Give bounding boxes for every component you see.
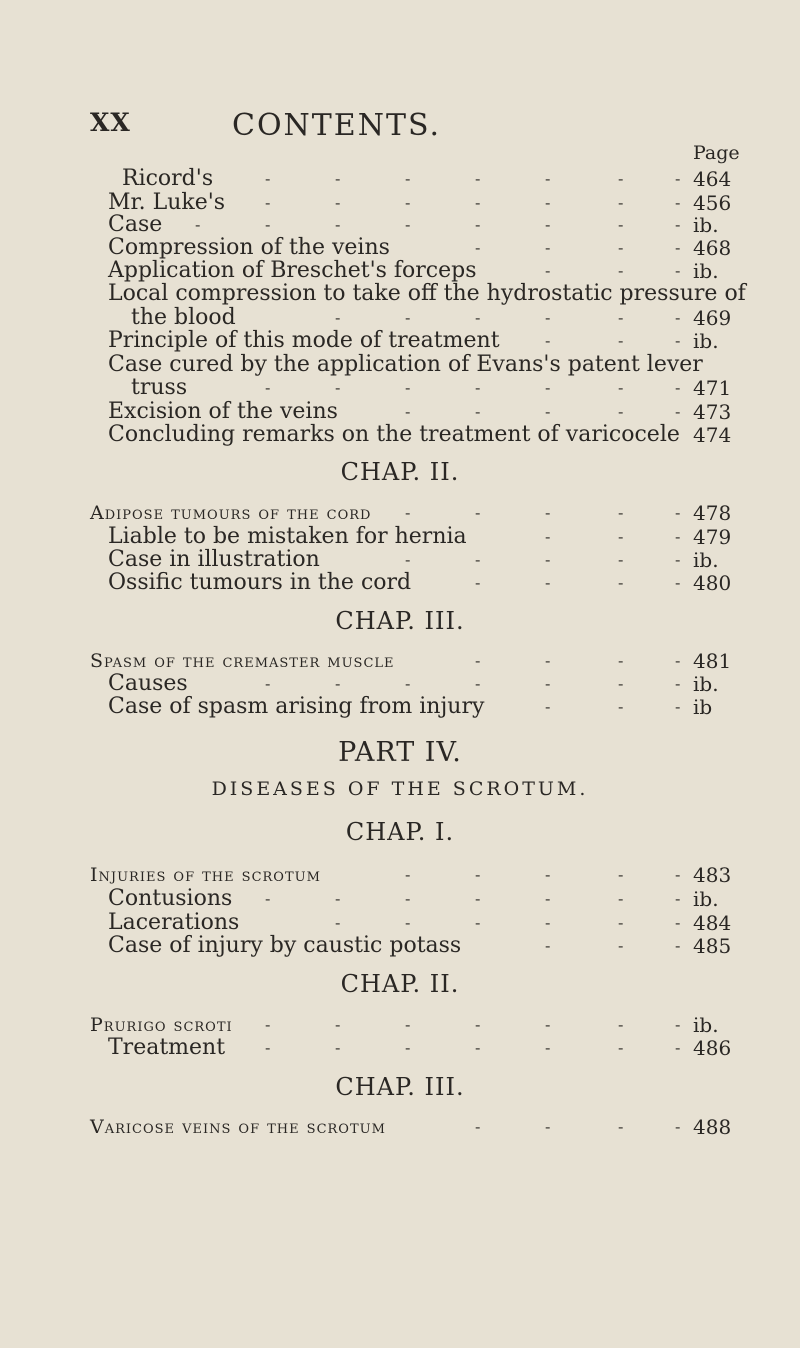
leader-dash: -	[618, 889, 624, 908]
leader-dash: -	[618, 193, 624, 212]
toc-entry-title: the blood	[131, 305, 236, 330]
leader-dash: -	[475, 215, 481, 234]
leader-dash: -	[618, 378, 624, 397]
part-heading: PART IV.	[338, 737, 462, 768]
leader-dash: -	[335, 169, 341, 188]
toc-entry-title: Mr. Luke's	[108, 190, 226, 215]
toc-entry-page: 478	[693, 501, 732, 525]
leader-dash: -	[618, 865, 624, 884]
leader-dash: -	[675, 913, 681, 932]
leader-dash: -	[545, 1038, 551, 1057]
leader-dash: -	[618, 169, 624, 188]
leader-dash: -	[405, 1015, 411, 1034]
page-column-label: Page	[693, 142, 740, 164]
page-number-roman: XX	[90, 108, 131, 137]
leader-dash: -	[195, 215, 201, 234]
toc-entry-page: 456	[693, 191, 732, 215]
leader-dash: -	[618, 1038, 624, 1057]
leader-dash: -	[475, 550, 481, 569]
leader-dash: -	[675, 378, 681, 397]
leader-dash: -	[545, 697, 551, 716]
leader-dash: -	[405, 865, 411, 884]
leader-dash: -	[618, 238, 624, 257]
toc-entry-title: Compression of the veins	[108, 235, 390, 260]
leader-dash: -	[475, 1038, 481, 1057]
toc-entry-page: 464	[693, 167, 732, 191]
leader-dash: -	[545, 378, 551, 397]
leader-dash: -	[545, 503, 551, 522]
leader-dash: -	[475, 169, 481, 188]
leader-dash: -	[265, 674, 271, 693]
leader-dash: -	[675, 865, 681, 884]
leader-dash: -	[545, 1117, 551, 1136]
leader-dash: -	[265, 193, 271, 212]
toc-entry-page: 474	[693, 423, 732, 447]
leader-dash: -	[475, 865, 481, 884]
toc-entry-page: 483	[693, 863, 732, 887]
toc-entry	[0, 420, 800, 450]
leader-dash: -	[545, 238, 551, 257]
leader-dash: -	[545, 913, 551, 932]
toc-entry-title: Excision of the veins	[108, 399, 338, 424]
toc-entry-page: 469	[693, 306, 732, 330]
leader-dash: -	[545, 308, 551, 327]
toc-entry-title: Ricord's	[122, 166, 214, 191]
leader-dash: -	[265, 169, 271, 188]
toc-entry-page: ib.	[693, 329, 719, 353]
section-subheading: DISEASES OF THE SCROTUM.	[211, 778, 589, 800]
toc-entry-page: ib	[693, 695, 713, 719]
leader-dash: -	[675, 215, 681, 234]
leader-dash: -	[405, 378, 411, 397]
toc-entry-title: Principle of this mode of treatment	[108, 328, 500, 353]
leader-dash: -	[545, 169, 551, 188]
toc-entry	[0, 692, 800, 722]
leader-dash: -	[405, 215, 411, 234]
leader-dash: -	[335, 215, 341, 234]
leader-dash: -	[675, 308, 681, 327]
toc-entry-page: 484	[693, 911, 732, 935]
toc-entry-title: Prurigo scroti	[90, 1014, 233, 1036]
leader-dash: -	[675, 651, 681, 670]
toc-entry-page: ib.	[693, 213, 719, 237]
leader-dash: -	[265, 1038, 271, 1057]
leader-dash: -	[675, 1117, 681, 1136]
toc-entry-page: ib.	[693, 259, 719, 283]
leader-dash: -	[475, 674, 481, 693]
toc-entry-title: Case in illustration	[108, 547, 320, 572]
page-title: CONTENTS.	[232, 108, 441, 143]
leader-dash: -	[405, 193, 411, 212]
leader-dash: -	[545, 865, 551, 884]
leader-dash: -	[335, 1015, 341, 1034]
toc-entry-title: truss	[131, 375, 188, 400]
chapter-heading: CHAP. I.	[345, 818, 455, 846]
leader-dash: -	[405, 503, 411, 522]
toc-entry-page: ib.	[693, 1013, 719, 1037]
leader-dash: -	[618, 1117, 624, 1136]
leader-dash: -	[475, 1117, 481, 1136]
toc-entry-page: 471	[693, 376, 732, 400]
leader-dash: -	[618, 527, 624, 546]
leader-dash: -	[675, 889, 681, 908]
leader-dash: -	[675, 193, 681, 212]
leader-dash: -	[545, 527, 551, 546]
leader-dash: -	[675, 331, 681, 350]
leader-dash: -	[675, 402, 681, 421]
leader-dash: -	[618, 331, 624, 350]
leader-dash: -	[675, 169, 681, 188]
toc-entry	[0, 1112, 800, 1142]
toc-entry	[0, 931, 800, 961]
chapter-heading: CHAP. II.	[340, 458, 460, 486]
leader-dash: -	[675, 261, 681, 280]
toc-entry-title: Case of injury by caustic potass	[108, 933, 462, 958]
leader-dash: -	[475, 913, 481, 932]
leader-dash: -	[405, 550, 411, 569]
leader-dash: -	[545, 651, 551, 670]
leader-dash: -	[618, 651, 624, 670]
toc-entry-title: Case cured by the application of Evans's patent lever	[108, 352, 703, 377]
leader-dash: -	[545, 936, 551, 955]
toc-entry-page: 488	[693, 1115, 732, 1139]
toc-entry-title: Injuries of the scrotum	[90, 864, 321, 886]
toc-entry	[0, 568, 800, 598]
chapter-heading: CHAP. III.	[335, 607, 465, 635]
toc-entry-page: ib.	[693, 672, 719, 696]
leader-dash: -	[405, 1038, 411, 1057]
toc-entry-page: 473	[693, 400, 732, 424]
toc-entry-page: 481	[693, 649, 732, 673]
leader-dash: -	[545, 261, 551, 280]
toc-entry-page: 486	[693, 1036, 732, 1060]
toc-entry	[0, 1033, 800, 1063]
toc-entry-page: 480	[693, 571, 732, 595]
leader-dash: -	[618, 261, 624, 280]
leader-dash: -	[675, 1015, 681, 1034]
leader-dash: -	[675, 238, 681, 257]
leader-dash: -	[335, 913, 341, 932]
leader-dash: -	[475, 651, 481, 670]
leader-dash: -	[335, 193, 341, 212]
chapter-heading: CHAP. III.	[335, 1073, 465, 1101]
leader-dash: -	[405, 674, 411, 693]
leader-dash: -	[475, 1015, 481, 1034]
leader-dash: -	[675, 503, 681, 522]
leader-dash: -	[618, 1015, 624, 1034]
leader-dash: -	[335, 378, 341, 397]
leader-dash: -	[475, 378, 481, 397]
toc-entry-title: Treatment	[108, 1035, 226, 1060]
leader-dash: -	[618, 936, 624, 955]
leader-dash: -	[545, 550, 551, 569]
leader-dash: -	[545, 1015, 551, 1034]
leader-dash: -	[618, 308, 624, 327]
toc-entry-title: Varicose veins of the scrotum	[90, 1116, 386, 1138]
leader-dash: -	[405, 402, 411, 421]
toc-entry-title: Liable to be mistaken for hernia	[108, 524, 467, 549]
leader-dash: -	[335, 889, 341, 908]
leader-dash: -	[545, 674, 551, 693]
leader-dash: -	[618, 697, 624, 716]
leader-dash: -	[675, 1038, 681, 1057]
leader-dash: -	[545, 889, 551, 908]
leader-dash: -	[545, 331, 551, 350]
leader-dash: -	[335, 674, 341, 693]
leader-dash: -	[675, 697, 681, 716]
leader-dash: -	[265, 215, 271, 234]
chapter-heading: CHAP. II.	[340, 970, 460, 998]
leader-dash: -	[545, 193, 551, 212]
toc-entry-page: ib.	[693, 887, 719, 911]
toc-entry-title: Local compression to take off the hydrostatic pressure of	[108, 281, 746, 306]
leader-dash: -	[265, 1015, 271, 1034]
toc-entry-page: 479	[693, 525, 732, 549]
toc-entry-title: Ossific tumours in the cord	[108, 570, 412, 595]
leader-dash: -	[675, 527, 681, 546]
leader-dash: -	[405, 913, 411, 932]
leader-dash: -	[405, 889, 411, 908]
leader-dash: -	[618, 402, 624, 421]
leader-dash: -	[475, 308, 481, 327]
leader-dash: -	[618, 215, 624, 234]
leader-dash: -	[475, 402, 481, 421]
leader-dash: -	[545, 402, 551, 421]
leader-dash: -	[675, 674, 681, 693]
leader-dash: -	[675, 936, 681, 955]
toc-entry-title: Application of Breschet's forceps	[108, 258, 477, 283]
toc-entry-page: 468	[693, 236, 732, 260]
toc-entry-title: Concluding remarks on the treatment of varicocele	[108, 422, 680, 447]
leader-dash: -	[618, 573, 624, 592]
toc-entry-title: Adipose tumours of the cord	[90, 502, 372, 524]
leader-dash: -	[475, 573, 481, 592]
toc-entry-title: Case	[108, 212, 163, 237]
toc-entry-title: Case of spasm arising from injury	[108, 694, 485, 719]
toc-entry-title: Lacerations	[108, 910, 240, 935]
leader-dash: -	[545, 215, 551, 234]
leader-dash: -	[475, 889, 481, 908]
leader-dash: -	[265, 378, 271, 397]
leader-dash: -	[335, 1038, 341, 1057]
leader-dash: -	[405, 308, 411, 327]
leader-dash: -	[675, 550, 681, 569]
leader-dash: -	[475, 238, 481, 257]
leader-dash: -	[475, 503, 481, 522]
leader-dash: -	[545, 573, 551, 592]
leader-dash: -	[675, 573, 681, 592]
toc-entry-title: Causes	[108, 671, 188, 696]
toc-entry-title: Contusions	[108, 886, 233, 911]
leader-dash: -	[265, 889, 271, 908]
leader-dash: -	[335, 308, 341, 327]
toc-entry-page: 485	[693, 934, 732, 958]
toc-entry-page: ib.	[693, 548, 719, 572]
leader-dash: -	[405, 169, 411, 188]
leader-dash: -	[618, 550, 624, 569]
leader-dash: -	[618, 503, 624, 522]
leader-dash: -	[618, 674, 624, 693]
leader-dash: -	[618, 913, 624, 932]
toc-entry-title: Spasm of the cremaster muscle	[90, 650, 395, 672]
leader-dash: -	[475, 193, 481, 212]
